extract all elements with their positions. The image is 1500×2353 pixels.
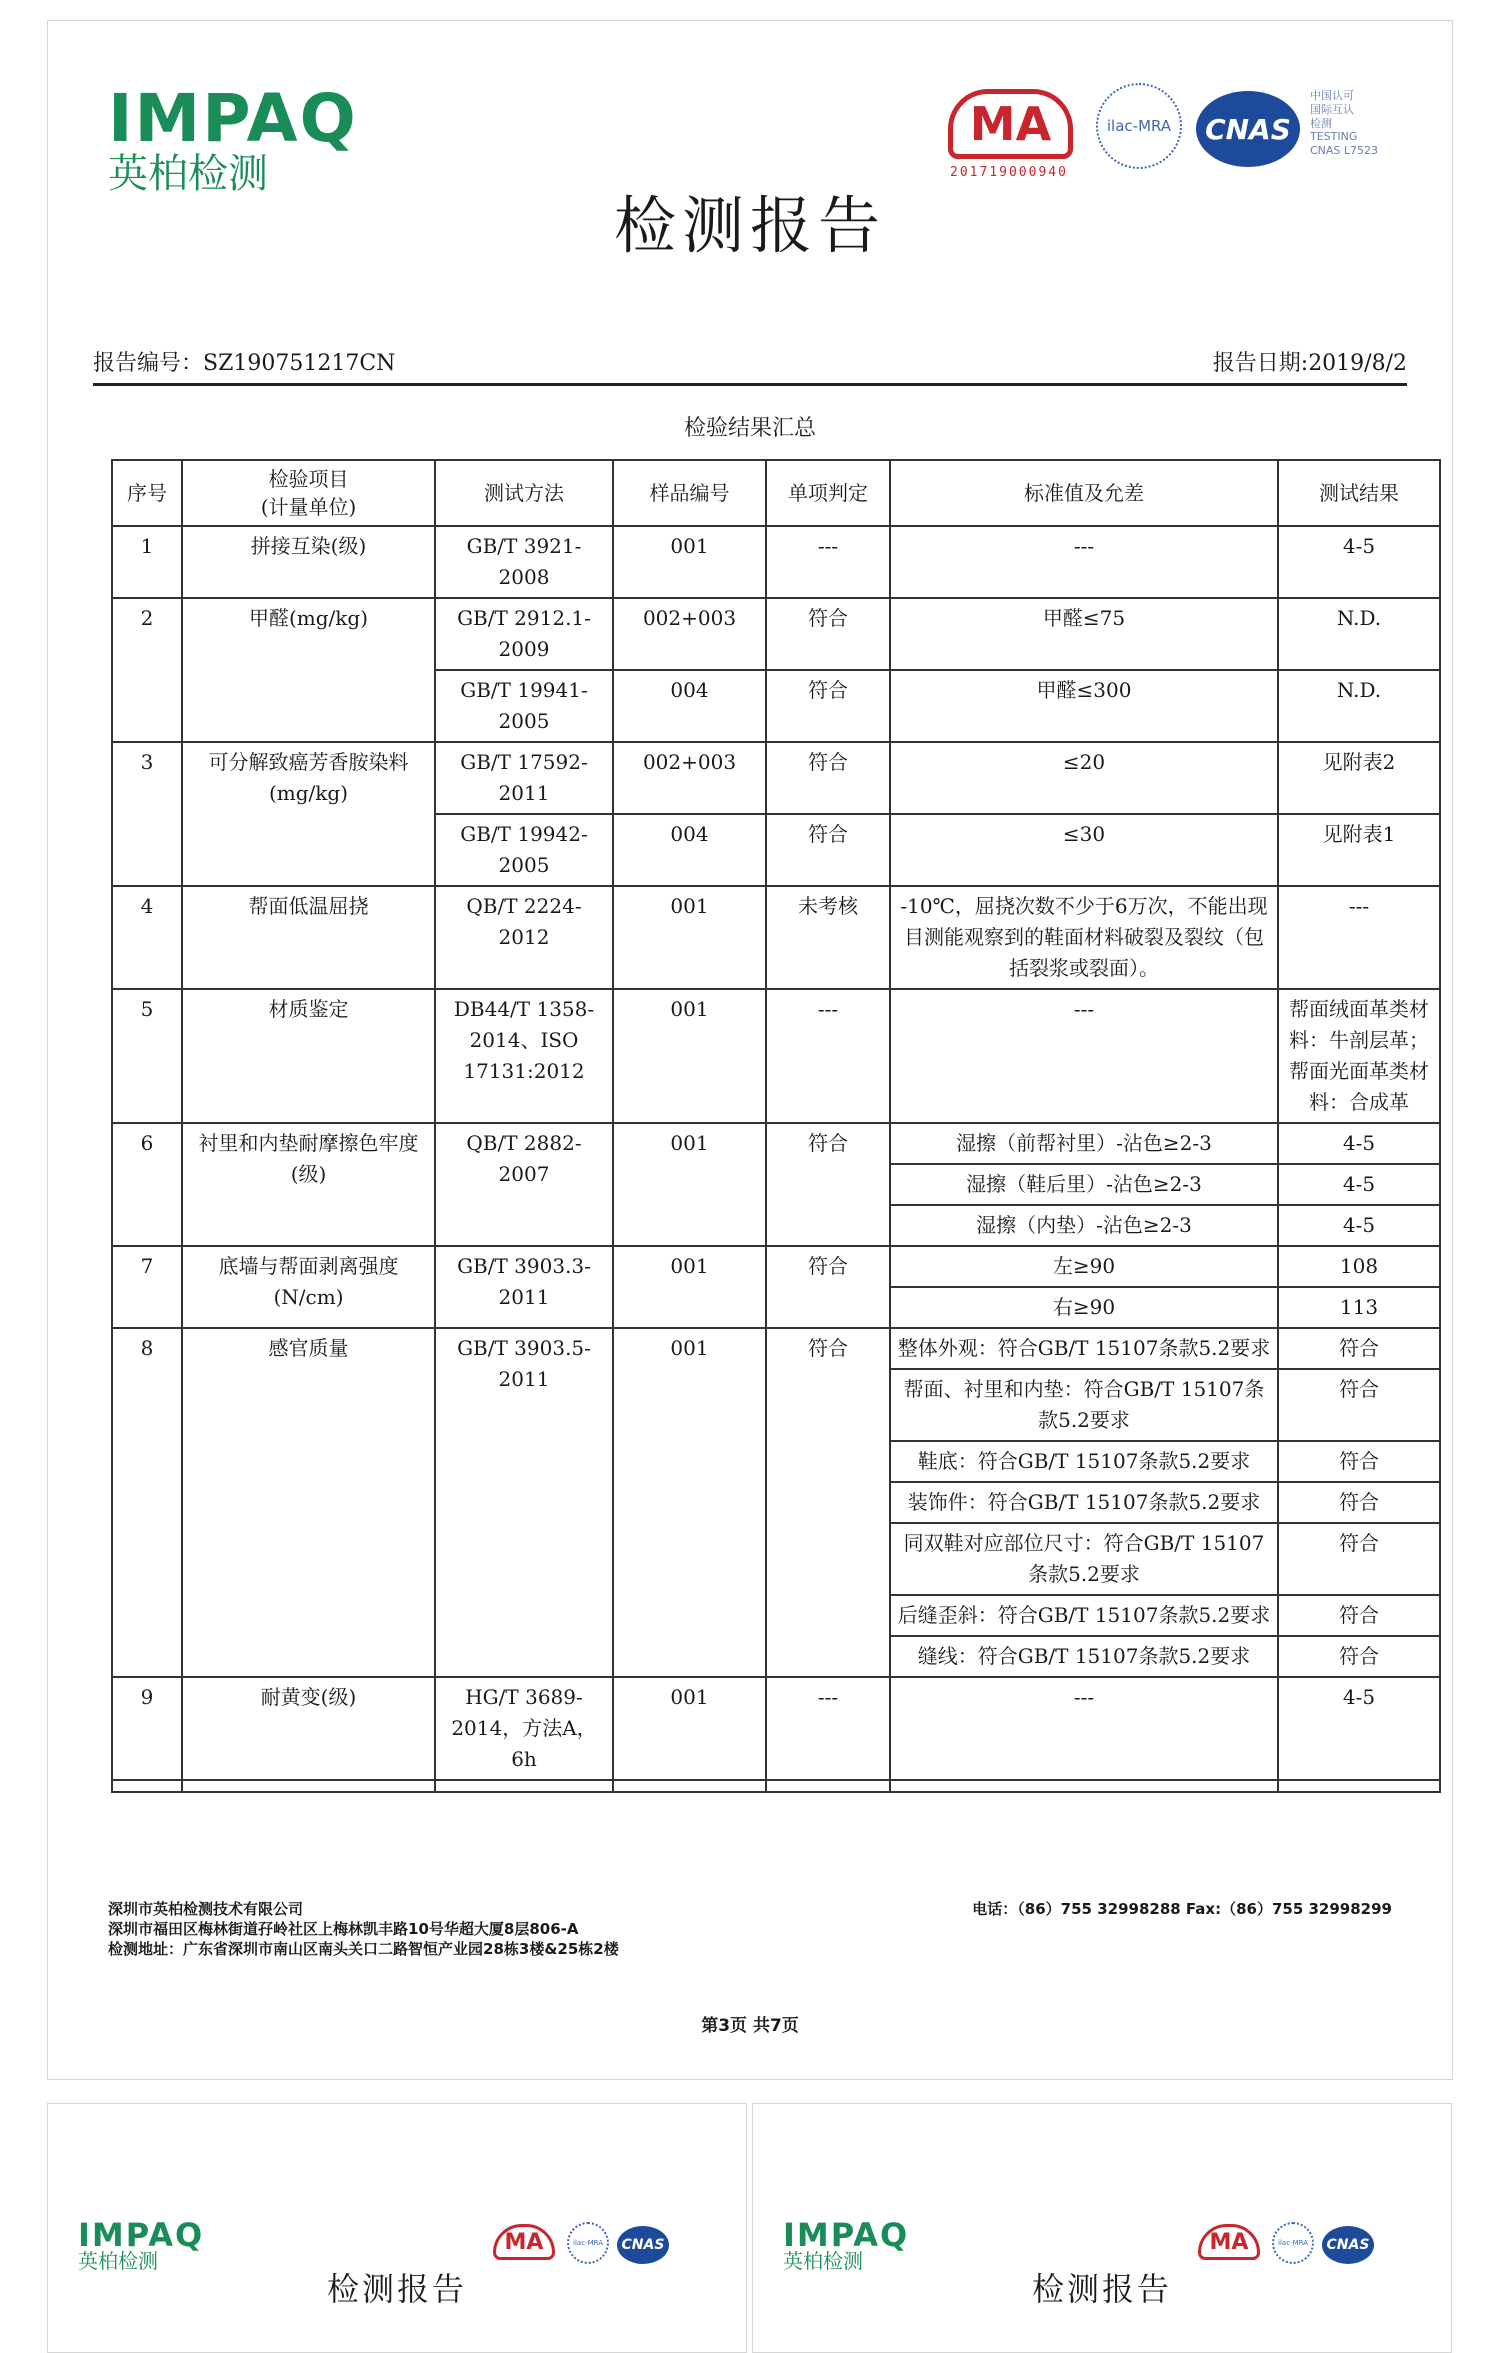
cell-no: 7 [112,1246,182,1328]
table-row [112,742,1440,814]
cell-result: 108 [1278,1246,1440,1287]
cell-standard: --- [890,989,1278,1123]
report-number: 报告编号：SZ190751217CN [93,351,396,376]
cell-result: 见附表2 [1278,742,1440,814]
cell-standard: ≤20 [890,742,1278,814]
cell-method: QB/T 2882-2007 [435,1123,613,1246]
cell-result: 符合 [1278,1636,1440,1677]
cell-item: 底墙与帮面剥离强度 (N/cm) [182,1246,435,1328]
cell-result: 符合 [1278,1328,1440,1369]
cell-no: 3 [112,742,182,886]
cell-result: 4-5 [1278,1164,1440,1205]
next-page-preview-right[interactable] [752,2103,1452,2353]
cell-item: 材质鉴定 [182,989,435,1123]
results-table [111,459,1441,1793]
cell-result: 4-5 [1278,1205,1440,1246]
certification-logos: MA ilac-MRA CNAS [1198,2222,1428,2272]
cell-method: GB/T 2912.1- 2009 [435,598,613,670]
cma-logo: MA [948,89,1073,159]
cell-standard: --- [890,526,1278,598]
cell-method: GB/T 3903.3- 2011 [435,1246,613,1328]
cell-no: 1 [112,526,182,598]
footer [108,1899,1392,1959]
cell-standard: 鞋底：符合GB/T 15107条款5.2要求 [890,1441,1278,1482]
page-number: 第3页 共7页 [701,2016,799,2036]
table-row [112,526,1440,598]
cell-judge: 符合 [766,1328,890,1677]
footer-phone: 电话：（86）755 32998288 Fax:（86）755 32998299 [972,1900,1392,1918]
cell-standard: 湿擦（鞋后里）-沾色≥2-3 [890,1164,1278,1205]
cell-standard: 后缝歪斜：符合GB/T 15107条款5.2要求 [890,1595,1278,1636]
table-row [112,1246,1440,1287]
impaq-logo: IMPAQ 英柏检测 [783,2216,910,2273]
cell-result: N.D. [1278,598,1440,670]
cell-result: 帮面绒面革类材料：牛剖层革；帮面光面革类材料：合成革 [1278,989,1440,1123]
cell-result: 113 [1278,1287,1440,1328]
cell-no: 2 [112,598,182,742]
table-row [112,1677,1440,1780]
cell-result: 4-5 [1278,1123,1440,1164]
footer-address: 深圳市福田区梅林街道孖岭社区上梅林凯丰路10号华超大厦8层806-A [108,1920,579,1938]
cell-item: 衬里和内垫耐摩擦色牢度(级) [182,1123,435,1246]
cell-result: 符合 [1278,1482,1440,1523]
cell-result: 4-5 [1278,1677,1440,1780]
cell-item: 帮面低温屈挠 [182,886,435,989]
cell-item: 感官质量 [182,1328,435,1677]
cell-method: GB/T 19941- 2005 [435,670,613,742]
header-judge: 单项判定 [766,460,890,526]
cell-no: 9 [112,1677,182,1780]
cell-standard: 湿擦（内垫）-沾色≥2-3 [890,1205,1278,1246]
ilac-logo: ilac-MRA [1096,83,1182,169]
header-sample: 样品编号 [613,460,766,526]
header-standard: 标准值及允差 [890,460,1278,526]
table-row-empty [112,1780,1440,1792]
cell-judge: 符合 [766,598,890,670]
certification-logos [948,81,1408,191]
cell-sample: 001 [613,886,766,989]
cell-standard: 右≥90 [890,1287,1278,1328]
cell-standard: 甲醛≤300 [890,670,1278,742]
cell-result: 符合 [1278,1523,1440,1595]
cell-standard: 帮面、衬里和内垫：符合GB/T 15107条款5.2要求 [890,1369,1278,1441]
cell-result: 符合 [1278,1595,1440,1636]
cell-sample: 001 [613,989,766,1123]
table-row [112,1328,1440,1369]
report-page [47,20,1453,2080]
cell-judge: 符合 [766,742,890,814]
cell-item: 可分解致癌芳香胺染料 (mg/kg) [182,742,435,886]
table-row [112,886,1440,989]
table-header-row [112,460,1440,526]
logo-brand: IMPAQ [108,80,358,157]
cell-judge: --- [766,1677,890,1780]
table-row [112,598,1440,670]
cell-judge: 符合 [766,814,890,886]
cell-standard: 整体外观：符合GB/T 15107条款5.2要求 [890,1328,1278,1369]
preview-title: 检测报告 [1031,2270,1172,2308]
cell-no: 5 [112,989,182,1123]
cell-result: 符合 [1278,1441,1440,1482]
preview-title: 检测报告 [326,2270,467,2308]
cell-sample: 001 [613,1123,766,1246]
section-title: 检验结果汇总 [683,416,816,441]
cell-item: 甲醛(mg/kg) [182,598,435,742]
cma-number: 201719000940 [950,165,1068,180]
next-page-preview-left[interactable] [47,2103,747,2353]
header-item: 检验项目 (计量单位) [182,460,435,526]
results-body [112,526,1440,1792]
cell-standard: -10℃，屈挠次数不少于6万次，不能出现目测能观察到的鞋面材料破裂及裂纹（包括裂浆或裂面）。 [890,886,1278,989]
table-row [112,1123,1440,1164]
header-method: 测试方法 [435,460,613,526]
cell-method: HG/T 3689- 2014，方法A， 6h [435,1677,613,1780]
impaq-logo: IMPAQ 英柏检测 [78,2216,205,2273]
header-no: 序号 [112,460,182,526]
cell-standard: 左≥90 [890,1246,1278,1287]
cell-judge: --- [766,526,890,598]
logo-cn: 英柏检测 [108,151,268,197]
cell-standard: 甲醛≤75 [890,598,1278,670]
cell-result: 符合 [1278,1369,1440,1441]
cell-standard: 缝线：符合GB/T 15107条款5.2要求 [890,1636,1278,1677]
cell-sample: 001 [613,1677,766,1780]
cell-item: 耐黄变(级) [182,1677,435,1780]
cell-sample: 002+003 [613,742,766,814]
table-row [112,989,1440,1123]
cell-result: 见附表1 [1278,814,1440,886]
cell-item: 拼接互染(级) [182,526,435,598]
cell-judge: 符合 [766,670,890,742]
cell-result: N.D. [1278,670,1440,742]
cell-standard: 同双鞋对应部位尺寸：符合GB/T 15107条款5.2要求 [890,1523,1278,1595]
cell-judge: --- [766,989,890,1123]
certification-logos: MA ilac-MRA CNAS [493,2222,723,2272]
report-date: 报告日期:2019/8/2 [1212,351,1407,376]
cell-sample: 001 [613,1328,766,1677]
cell-method: GB/T 17592- 2011 [435,742,613,814]
report-meta [93,343,1407,386]
cell-no: 6 [112,1123,182,1246]
cell-method: QB/T 2224-2012 [435,886,613,989]
cell-judge: 符合 [766,1246,890,1328]
cell-sample: 001 [613,1246,766,1328]
cnas-subtext: 中国认可 国际互认 检测 TESTING CNAS L7523 [1310,89,1379,157]
cell-result: --- [1278,886,1440,989]
cell-sample: 004 [613,670,766,742]
cell-sample: 004 [613,814,766,886]
cell-method: GB/T 3921-2008 [435,526,613,598]
cell-standard: 装饰件：符合GB/T 15107条款5.2要求 [890,1482,1278,1523]
cell-judge: 未考核 [766,886,890,989]
cell-standard: --- [890,1677,1278,1780]
cell-sample: 001 [613,526,766,598]
cell-no: 8 [112,1328,182,1677]
cell-no: 4 [112,886,182,989]
cell-sample: 002+003 [613,598,766,670]
cell-method: DB44/T 1358- 2014、ISO 17131:2012 [435,989,613,1123]
cell-method: GB/T 3903.5- 2011 [435,1328,613,1677]
cell-judge: 符合 [766,1123,890,1246]
footer-lab: 检测地址：广东省深圳市南山区南头关口二路智恒产业园28栋3楼&25栋2楼 [108,1940,619,1958]
cell-standard: ≤30 [890,814,1278,886]
cell-result: 4-5 [1278,526,1440,598]
cell-standard: 湿擦（前帮衬里）-沾色≥2-3 [890,1123,1278,1164]
report-title: 检测报告 [613,189,886,262]
cnas-logo: CNAS [1196,91,1300,167]
cell-method: GB/T 19942- 2005 [435,814,613,886]
footer-company: 深圳市英柏检测技术有限公司 [108,1900,304,1918]
header-result: 测试结果 [1278,460,1440,526]
